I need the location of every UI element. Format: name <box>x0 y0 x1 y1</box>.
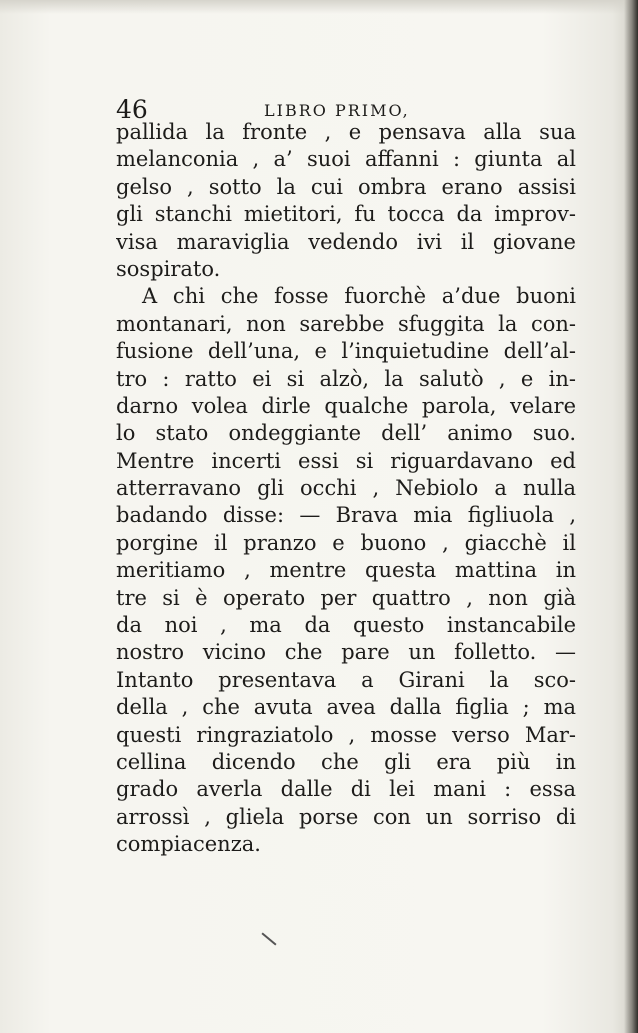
ink-mark <box>261 932 276 945</box>
page-top-shadow <box>0 0 638 14</box>
text-line: A chi che fosse fuorchè a’due buoni <box>142 284 576 309</box>
text-line: visa maraviglia vedendo ivi il giovane <box>116 229 576 254</box>
text-line: pallida la fronte , e pensava alla sua <box>116 120 576 144</box>
text-line: lo stato ondeggiante dell’ animo suo. <box>116 421 576 446</box>
text-line: della , che avuta avea dalla figlia ; ma <box>116 695 576 720</box>
text-line: gli stanchi mietitori, fu tocca da improv- <box>116 202 576 227</box>
text-line: da noi , ma da questo instancabile <box>116 613 576 638</box>
text-line: grado averla dalle di lei mani : essa <box>116 777 576 802</box>
text-line: tro : ratto ei si alzò, la salutò , e in- <box>116 366 576 391</box>
text-line: questi ringraziatolo , mosse verso Mar- <box>116 722 576 747</box>
page-binding-edge <box>624 0 638 1033</box>
text-line: Mentre incerti essi si riguardavano ed <box>116 448 576 473</box>
text-line: montanari, non sarebbe sfuggita la con- <box>116 311 576 336</box>
text-line: tre si è operato per quattro , non già <box>116 585 576 610</box>
text-line: badando disse: — Brava mia figliuola , <box>116 503 576 528</box>
body-text <box>116 119 576 859</box>
text-line: nostro vicino che pare un folletto. — <box>116 640 576 665</box>
text-line: meritiamo , mentre questa mattina in <box>116 558 576 583</box>
text-line: darno volea dirle qualche parola, velare <box>116 393 576 418</box>
text-line: arrossì , gliela porse con un sorriso di <box>116 804 576 829</box>
text-line: cellina dicendo che gli era più in <box>116 749 576 774</box>
text-line: melanconia , a’ suoi affanni : giunta al <box>116 147 576 172</box>
text-line: gelso , sotto la cui ombra erano assisi <box>116 174 576 199</box>
text-line: sospirato. <box>116 256 221 281</box>
text-line: fusione dell’una, e l’inquietudine dell’al- <box>116 339 576 364</box>
running-head: LIBRO PRIMO, <box>264 101 410 120</box>
text-line: atterravano gli occhi , Nebiolo a nulla <box>116 476 576 501</box>
page-number: 46 <box>116 95 148 124</box>
text-line: porgine il pranzo e buono , giacchè il <box>116 530 576 555</box>
text-line: compiacenza. <box>116 832 261 857</box>
text-line: Intanto presentava a Girani la sco- <box>116 667 576 692</box>
